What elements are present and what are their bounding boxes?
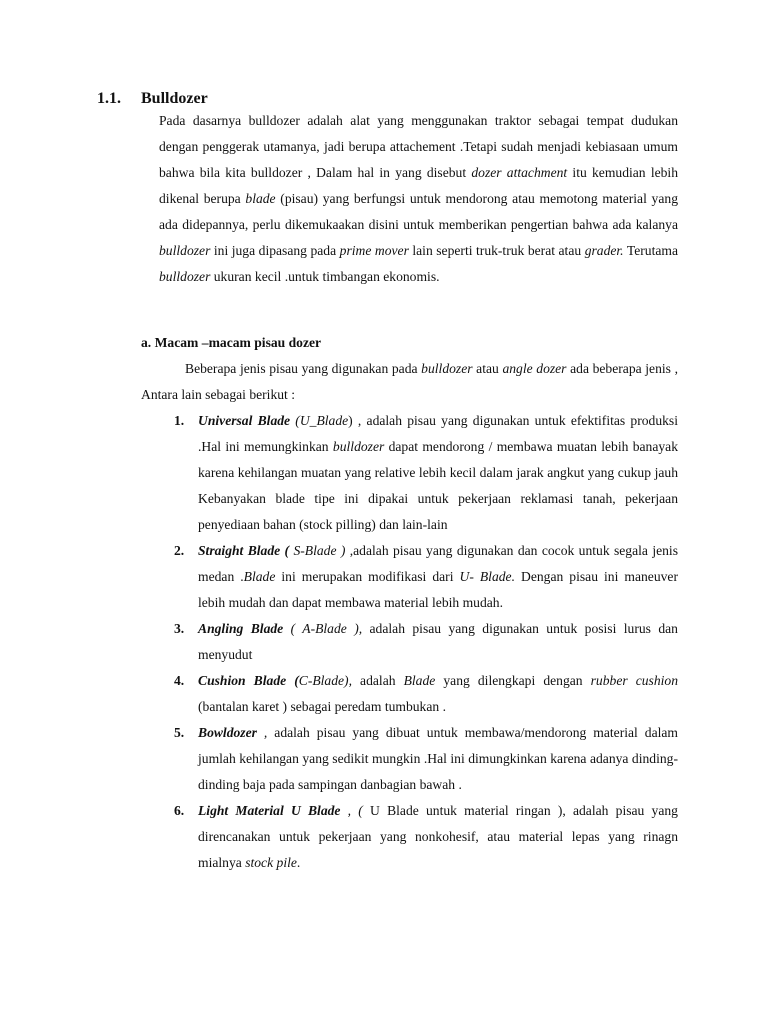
- blade-name: Cushion Blade (: [198, 673, 299, 688]
- subsection-title: a. Macam –macam pisau dozer: [141, 335, 322, 350]
- section-number: 1.1.: [97, 90, 121, 107]
- blade-name: Light Material U Blade: [198, 803, 341, 818]
- blade-type-list: [141, 408, 678, 876]
- list-item-number: 4.: [174, 673, 185, 688]
- subsection-paragraph: Beberapa jenis pisau yang digunakan pada bulldozer atau angle dozer ada beberapa jenis , Antara lain sebagai berikut :: [141, 361, 678, 402]
- intro-paragraph: Pada dasarnya bulldozer adalah alat yang menggunakan traktor sebagai tempat dudukan dengan penggerak utamanya, jadi berupa attachement .Tetapi sudah menjadi kebiasaan umum bahwa bila kita bulldozer , Dalam hal in yang disebut dozer attachment itu kemudian lebih dikenal berupa blade (pisau) yang berfungsi untuk mendorong atau memotong material yang ada didepannya, perlu dikemukaakan disini untuk memberikan pengertian bahwa ada kalanya bulldozer ini juga dipasang pada prime mover lain seperti truk-truk berat atau grader. Terutama bulldozer ukuran kecil .untuk timbangan ekonomis.: [159, 113, 678, 284]
- list-item: 4. Cushion Blade (C-Blade), adalah Blade yang dilengkapi dengan rubber cushion (bantalan karet ) sebagai peredam tumbukan .: [141, 668, 678, 720]
- list-item: 6. Light Material U Blade , ( U Blade untuk material ringan ), adalah pisau yang direncanakan untuk pekerjaan yang nonkohesif, atau material lepas yang rinagn mialnya stock pile.: [141, 798, 678, 876]
- list-item-number: 6.: [174, 803, 185, 818]
- list-item: 5. Bowldozer , adalah pisau yang dibuat untuk membawa/mendorong material dalam jumlah kehilangan yang sedikit mungkin .Hal ini dimungkinkan karena adanya dinding-dinding baja pada sampingan danbagian bawah .: [141, 720, 678, 798]
- list-item-number: 2.: [174, 543, 185, 558]
- blade-name: Straight Blade (: [198, 543, 290, 558]
- list-item: 2. Straight Blade ( S-Blade ) ,adalah pisau yang digunakan dan cocok untuk segala jenis medan .Blade ini merupakan modifikasi dari U- Blade. Dengan pisau ini maneuver lebih mudah dan dapat membawa material lebih mudah.: [141, 538, 678, 616]
- section-title: Bulldozer: [141, 90, 208, 107]
- list-item: 1. Universal Blade (U_Blade) , adalah pisau yang digunakan untuk efektifitas produksi .Hal ini memungkinkan bulldozer dapat mendorong / membawa muatan lebih banayak karena kehilangan muatan yang relative lebih kecil dalam jarak angkut yang cukup jauh Kebanyakan blade tipe ini dipakai untuk pekerjaan reklamasi tanah, pekerjaan penyediaan bahan (stock pilling) dan lain-lain: [141, 408, 678, 538]
- blade-name: Bowldozer: [198, 725, 257, 740]
- blade-name: Angling Blade: [198, 621, 284, 636]
- blade-name: Universal Blade: [198, 413, 291, 428]
- list-item-number: 1.: [174, 413, 185, 428]
- section-heading: [97, 90, 208, 108]
- list-item: 3. Angling Blade ( A-Blade ), adalah pisau yang digunakan untuk posisi lurus dan menyudut: [141, 616, 678, 668]
- list-item-number: 5.: [174, 725, 185, 740]
- list-item-number: 3.: [174, 621, 185, 636]
